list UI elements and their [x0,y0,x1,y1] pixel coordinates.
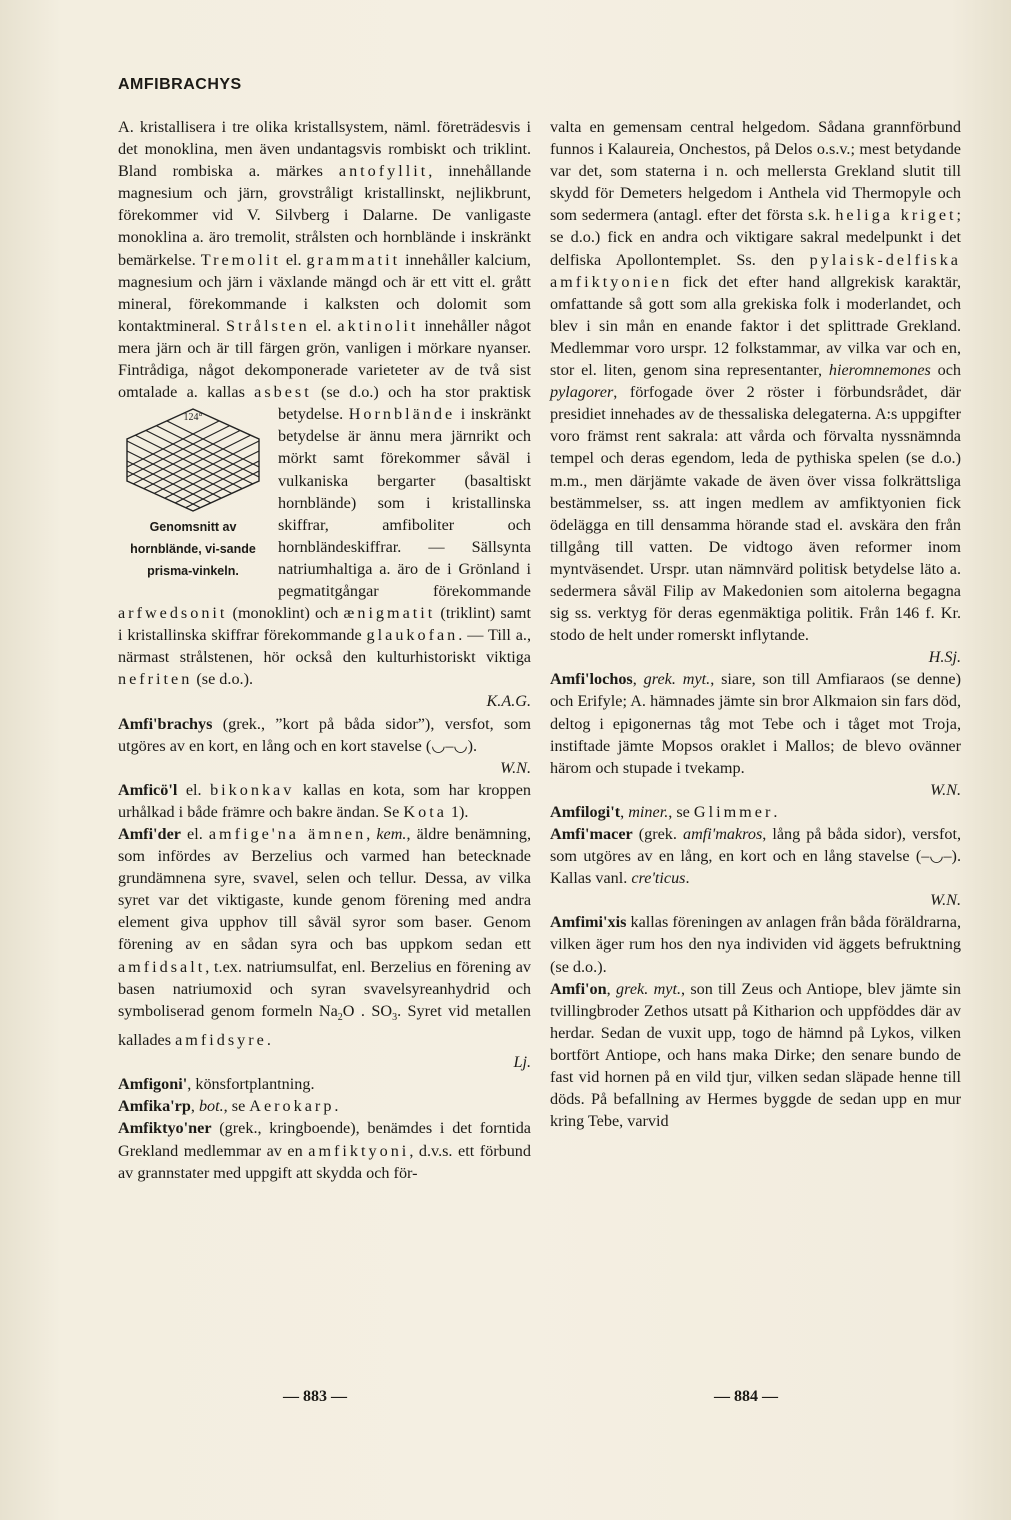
entry-amfibrachys: Amfi'brachys (grek., ”kort på båda sidor”), versfot, som utgöres av en kort, en lång och en kort stavelse (◡–◡). [118,714,531,755]
entry-amfilogit: Amfilogi't, miner., se Glimmer. [550,802,778,821]
hornblende-figure [118,405,268,581]
signature: W.N. [500,758,531,777]
angle-label: 124° [183,412,203,424]
running-header: AMFIBRACHYS [118,76,242,93]
entry-amfiktyoner-continuation: valta en gemensam central helgedom. Sådana grannförbund funnos i Kalaureia, Onchestos, på Delos o.s.v.; mest betydande var det, som staterna i n. och mellersta Grekland slutit till skydd för Demeters helgedom i Anthela vid Thermopyle och som sedermera (antagl. efter det första s.k. heliga kriget; se d.o.) fick en andra och viktigare sakral medelpunkt i det delfiska Apollontemplet. Ss. den pylaisk-delfiska amfiktyonien fick det efter hand allgrekisk karaktär, omfattande så gott som alla grekiska folk i moderlandet, och blev i sin mån en enande faktor i det splittrade Grekland. Medlemmar voro urspr. 12 folkstammar, av vilka var och en, stor el. liten, genom sina representanter, hieromnemones och pylagorer, förfogade över 2 röster i förbundsrådet, där presidiet innehades av de thessaliska delegaterna. A:s uppgifter voro främst rent sakrala: att vårda och förvalta nyssnämnda tempel och deras egendom, leda de pythiska spelen (se d.o.) m.m., men därjämte vakade de även över vissa folkrättsliga bestämmelser, ss. att ingen medlem av amfiktyonien fick ödelägga en till densamma hörande stad el. avskära den från tillgång till vatten. De vidtogo även reformer inom myntväsendet. Urspr. utan nämnvärd politisk betydelse läto a. sedermera såväl Filip av Makedonien som aitolerna begagna sig ss. verktyg för deras egenmäktiga politik. Från 146 f. Kr. stodo de helt under romerskt inflytande. [550,118,962,645]
entry-amfilochos: Amfi'lochos, grek. myt., siare, son till Amfiaraos (se denne) och Erifyle; A. hämnades jämte sin bror Alkmaion sin fars död, deltog i epigonernas tåg mot Tebe och i tåget mot Troja, instiftade jämte Mopsos oraklet i Mallos; de blevo ovänner härom och stupade i tvekamp. [550,670,961,777]
entry-amfimixis: Amfimi'xis kallas föreningen av anlagen från båda föräldrarna, vilken äger rum hos den nya individen vid äggets befruktning (se d.o.). [550,913,961,976]
entry-amfider: Amfi'der el. amfige'na ämnen, kem., äldre benämning, som infördes av Berzelius och varmed han betecknade grundämnena syre, svavel, selen och tellur. Dessa, av vilka syret var det viktigaste, kunde genom förening med andra element giva upphov till såväl syror som baser. Genom förening av en sådan syra och bas uppkom sedan ett amfidsalt, t.ex. natriumsulfat, enl. Berzelius en förening av basen natriumoxid och syran svavelsyreanhydrid och symboliserad genom formeln $Na_2O$ . $SO_3$. Syret vid metallen kallades amfidsyre. [118,825,532,1050]
page-number-left: — 883 — [283,1388,347,1405]
figure-caption: Genomsnitt av hornblände, vi-sande prisma-vinkeln. [130,520,256,579]
entry-amficol: Amficö'l el. bikonkav kallas en kota, som har kroppen urhålkad i både främre och bakre ändan. Se Kota 1). [118,780,531,821]
entry-amfibol-continuation: A. kristallisera i tre olika kristallsystem, näml. företrädesvis i det monoklina, men även undantagsvis rombiskt och triklint. Bland rombiska a. märkes antofyllit, innehållande magnesium och järn, grovstråligt kristallinskt, nejlikbrunt, förekommer vid V. Silvberg i Dalarne. De vanligaste monoklina a. äro tremolit, strålsten och hornblände i inskränkt bemärkelse. Tremolit el. grammatit innehåller kalcium, magnesium och järn i växlande mängd och är ett vitt el. grått mineral, förekommande i kalksten och dolomit som kontaktmineral. Strålsten el. aktinolit innehåller något mera järn och är till färgen grön, vanligen i mörkare nyanser. Fintrådiga, något dekomponerade varieteter av de två sist omtalade a. kallas asbest (se d.o.) och ha stor praktisk betydelse. Hornblände 124° Genomsnitt av hornblände, vi-sande prisma-vinkeln. i inskränkt betydelse är ännu mera järnrikt och mörkt samt förekommer såväl i vulkaniska bergarter (basaltiskt hornblände) som i kristallinska skiffrar, amfiboliter och hornbländeskiffrar. — Sällsynta natriumhaltiga a. äro de i Grönland i pegmatitgångar förekommande arfwedsonit (monoklint) och ænigmatit (triklint) samt i kristallinska skiffrar förekommande glaukofan. — Till a., närmast strålstenen, hör också den kulturhistoriskt viktiga nefriten (se d.o.). [118,116,531,690]
entry-amfimacer: Amfi'macer (grek. amfi'makros, lång på båda sidor), versfot, som utgöres av en lång, en kort och en lång stavelse (–◡–). Kallas vanl. cre'ticus. [550,825,961,888]
signature: K.A.G. [486,692,531,711]
right-column [550,116,961,1132]
signature: Lj. [513,1053,531,1072]
page-number-right: — 884 — [714,1388,778,1405]
entry-amfiktyoner: Amfiktyo'ner (grek., kringboende), benämdes i det forntida Grekland medlemmar av en amfiktyoni, d.v.s. ett förbund av grannstater med uppgift att skydda och för- [118,1119,531,1182]
left-column [118,116,531,1184]
signature: W.N. [930,780,961,799]
entry-amfikarp: Amfika'rp, bot., se Aerokarp. [118,1097,339,1116]
entry-amfigoni: Amfigoni', könsfortplantning. [118,1075,315,1094]
entry-amfion: Amfi'on, grek. myt., son till Zeus och Antiope, blev jämte sin tvillingbroder Zethos utsatt på Kitharion och uppföddes där av herdar. Sedan de vuxit upp, togo de hämnd på Lykos, vilken bortfört Antiope, och hans maka Dirke; den senare bundo de fast vid hornen på en vild tjur, vilken sedan släpade henne till döds. På befallning av Hermes byggde de sedan upp en mur kring Tebe, varvid [550,979,961,1131]
signature: H.Sj. [928,648,961,667]
signature: W.N. [930,891,961,910]
hornblende-cross-section-diagram [123,405,263,515]
